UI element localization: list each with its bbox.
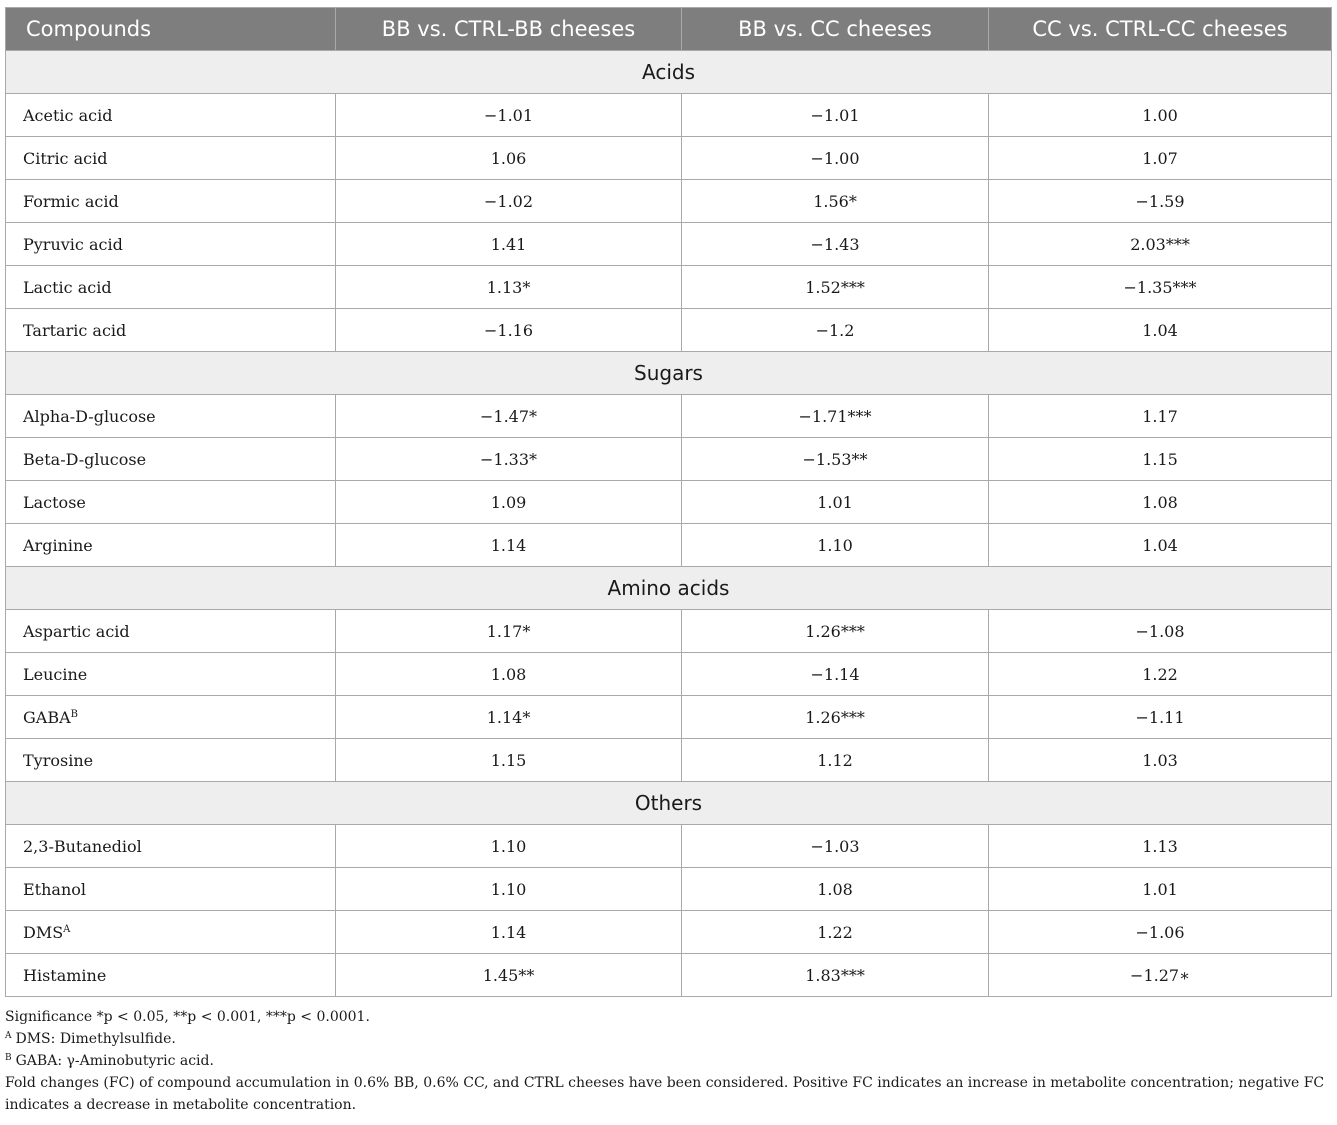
compound-cell [6,696,336,739]
significance-note: Significance *p < 0.05, **p < 0.001, ***p < 0.0001. [5,1009,370,1025]
compound-name: Arginine [23,535,93,555]
compound-cell [6,524,336,567]
value-cell-bb-vs-cc: 1.22 [682,911,989,954]
value-cell-bb-vs-cc: 1.08 [682,868,989,911]
footnote-a-text: DMS: Dimethylsulfide. [15,1031,176,1047]
table-row [6,524,1332,567]
section-row [6,567,1332,610]
table-row [6,610,1332,653]
value-cell-cc-vs-ctrl-cc: 2.03*** [989,223,1332,266]
table-body [6,51,1332,997]
section-row [6,782,1332,825]
value-cell-bb-vs-cc: 1.10 [682,524,989,567]
table-row [6,954,1332,997]
section-title: Amino acids [6,567,1332,610]
fold-change-note: Fold changes (FC) of compound accumulation in 0.6% BB, 0.6% CC, and CTRL cheeses have been considered. Positive FC indicates an increase in metabolite concentration; negative FC indicates a decrease in metabolite concentration. [5,1075,1325,1113]
value-cell-cc-vs-ctrl-cc: −1.08 [989,610,1332,653]
table-row [6,223,1332,266]
compound-cell [6,94,336,137]
section-title: Others [6,782,1332,825]
value-cell-cc-vs-ctrl-cc: 1.22 [989,653,1332,696]
value-cell-cc-vs-ctrl-cc: −1.35*** [989,266,1332,309]
compound-name: Ethanol [23,879,87,899]
table-header [6,8,1332,51]
compound-cell [6,266,336,309]
compound-name: Histamine [23,965,107,985]
value-cell-bb-vs-ctrl-bb: 1.08 [336,653,682,696]
table-row [6,438,1332,481]
value-cell-bb-vs-cc: 1.26*** [682,610,989,653]
value-cell-bb-vs-cc: 1.83*** [682,954,989,997]
compound-name: Alpha-D-glucose [23,406,156,426]
value-cell-bb-vs-ctrl-bb: 1.17* [336,610,682,653]
value-cell-bb-vs-cc: −1.01 [682,94,989,137]
value-cell-bb-vs-cc: 1.26*** [682,696,989,739]
compound-cell [6,653,336,696]
table-row [6,481,1332,524]
compound-cell [6,223,336,266]
value-cell-bb-vs-cc: −1.03 [682,825,989,868]
value-cell-bb-vs-cc: −1.43 [682,223,989,266]
table-row [6,653,1332,696]
compound-cell [6,137,336,180]
compound-name: Beta-D-glucose [23,449,147,469]
value-cell-bb-vs-ctrl-bb: 1.15 [336,739,682,782]
value-cell-bb-vs-cc: −1.14 [682,653,989,696]
table-row [6,696,1332,739]
table-row [6,137,1332,180]
compound-cell [6,438,336,481]
value-cell-bb-vs-ctrl-bb: 1.06 [336,137,682,180]
value-cell-bb-vs-ctrl-bb: −1.01 [336,94,682,137]
compound-name: Lactic acid [23,277,112,297]
header-row [6,8,1332,51]
table-row [6,825,1332,868]
header-bb-vs-cc: BB vs. CC cheeses [682,8,989,51]
value-cell-bb-vs-ctrl-bb: −1.16 [336,309,682,352]
value-cell-bb-vs-cc: 1.56* [682,180,989,223]
table-row [6,309,1332,352]
value-cell-bb-vs-ctrl-bb: 1.10 [336,825,682,868]
footnote-marker: B [70,708,79,720]
footnote-b-marker: B [5,1053,12,1063]
compound-cell [6,481,336,524]
value-cell-bb-vs-cc: −1.53** [682,438,989,481]
table-row [6,911,1332,954]
compound-name: Tartaric acid [23,320,127,340]
value-cell-cc-vs-ctrl-cc: 1.03 [989,739,1332,782]
compound-name: Lactose [23,492,86,512]
header-cc-vs-ctrl-cc: CC vs. CTRL-CC cheeses [989,8,1332,51]
footnote-a-marker: A [5,1031,12,1041]
compound-name: Aspartic acid [23,621,130,641]
value-cell-bb-vs-ctrl-bb: 1.45** [336,954,682,997]
section-title: Sugars [6,352,1332,395]
table-row [6,739,1332,782]
table-row [6,180,1332,223]
value-cell-bb-vs-cc: 1.52*** [682,266,989,309]
compound-cell [6,825,336,868]
compound-name: Tyrosine [23,750,94,770]
compound-cell [6,739,336,782]
fold-change-table [5,7,1332,997]
value-cell-cc-vs-ctrl-cc: 1.01 [989,868,1332,911]
value-cell-cc-vs-ctrl-cc: 1.00 [989,94,1332,137]
value-cell-bb-vs-ctrl-bb: 1.14 [336,911,682,954]
compound-name: GABA [23,707,71,727]
compound-name: Formic acid [23,191,119,211]
footnote-a [5,1028,1331,1050]
value-cell-cc-vs-ctrl-cc: −1.59 [989,180,1332,223]
table-row [6,266,1332,309]
value-cell-cc-vs-ctrl-cc: 1.13 [989,825,1332,868]
value-cell-cc-vs-ctrl-cc: 1.04 [989,309,1332,352]
compound-name: DMS [23,922,64,942]
value-cell-cc-vs-ctrl-cc: 1.15 [989,438,1332,481]
compound-name: Leucine [23,664,88,684]
section-row [6,51,1332,94]
value-cell-bb-vs-cc: 1.01 [682,481,989,524]
value-cell-bb-vs-cc: −1.00 [682,137,989,180]
header-bb-vs-ctrl-bb: BB vs. CTRL-BB cheeses [336,8,682,51]
value-cell-bb-vs-ctrl-bb: −1.02 [336,180,682,223]
footnote-marker: A [63,923,71,935]
value-cell-bb-vs-cc: −1.2 [682,309,989,352]
value-cell-bb-vs-cc: −1.71*** [682,395,989,438]
section-row [6,352,1332,395]
footnote-b-text: GABA: γ-Aminobutyric acid. [15,1053,214,1069]
section-title: Acids [6,51,1332,94]
value-cell-bb-vs-ctrl-bb: 1.41 [336,223,682,266]
compound-name: Citric acid [23,148,108,168]
table-row [6,94,1332,137]
value-cell-bb-vs-ctrl-bb: 1.14* [336,696,682,739]
compound-name: Acetic acid [23,105,113,125]
table-row [6,395,1332,438]
value-cell-bb-vs-ctrl-bb: −1.47* [336,395,682,438]
compound-cell [6,954,336,997]
footnote-b [5,1050,1331,1072]
value-cell-bb-vs-ctrl-bb: −1.33* [336,438,682,481]
compound-cell [6,868,336,911]
compound-cell [6,911,336,954]
table-notes [5,1006,1331,1116]
compound-cell [6,610,336,653]
value-cell-bb-vs-cc: 1.12 [682,739,989,782]
value-cell-cc-vs-ctrl-cc: 1.04 [989,524,1332,567]
value-cell-bb-vs-ctrl-bb: 1.10 [336,868,682,911]
value-cell-cc-vs-ctrl-cc: −1.11 [989,696,1332,739]
value-cell-cc-vs-ctrl-cc: 1.17 [989,395,1332,438]
compound-cell [6,395,336,438]
value-cell-bb-vs-ctrl-bb: 1.13* [336,266,682,309]
compound-name: 2,3-Butanediol [23,836,142,856]
value-cell-cc-vs-ctrl-cc: 1.08 [989,481,1332,524]
value-cell-bb-vs-ctrl-bb: 1.14 [336,524,682,567]
compound-cell [6,309,336,352]
value-cell-cc-vs-ctrl-cc: −1.27∗ [989,954,1332,997]
compound-name: Pyruvic acid [23,234,123,254]
header-compounds: Compounds [6,8,336,51]
value-cell-cc-vs-ctrl-cc: −1.06 [989,911,1332,954]
value-cell-cc-vs-ctrl-cc: 1.07 [989,137,1332,180]
table-row [6,868,1332,911]
compound-cell [6,180,336,223]
value-cell-bb-vs-ctrl-bb: 1.09 [336,481,682,524]
